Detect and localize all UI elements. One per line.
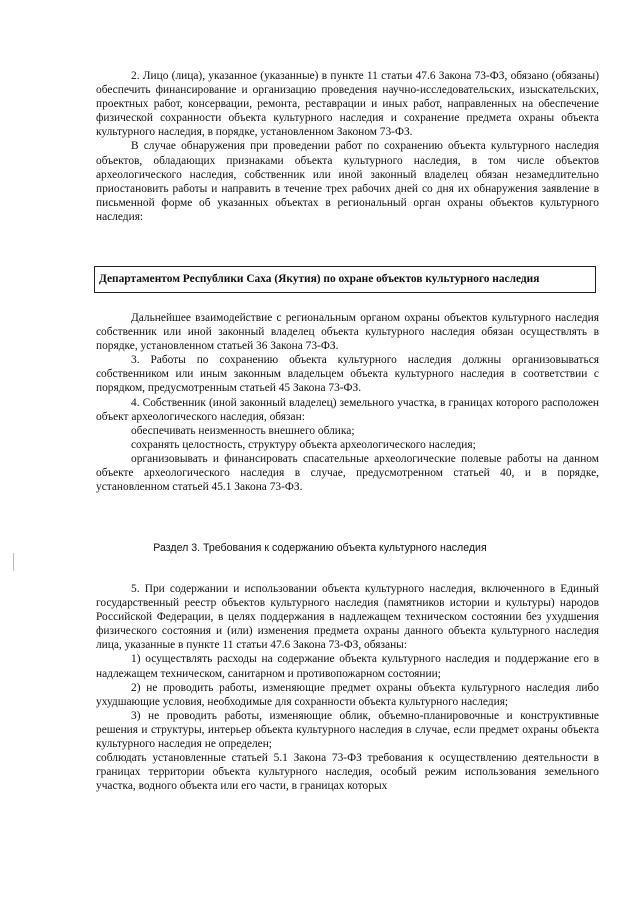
- top-text-block: [96, 69, 599, 224]
- paragraph-compliance: соблюдать установленные статьей 5.1 Закона 73-ФЗ требования к осуществлению деятельности в границах территории объекта культурного наследия, особый режим использования земельного участка, водного объекта или его части, в границах которых: [96, 752, 599, 793]
- paragraph-further-interaction: Дальнейшее взаимодействие с региональным органом охраны объектов культурного наследия собственник или иной законный владелец объекта культурного наследия обязан осуществлять в порядке, установленном статьей 36 Закона 73-ФЗ.: [96, 312, 599, 353]
- bottom-text-block: [96, 582, 599, 793]
- scan-edge-mark: [13, 553, 14, 571]
- paragraph-item-5: 5. При содержании и использовании объекта культурного наследия, включенного в Единый государственный реестр объектов культурного наследия (памятников истории и культуры) народов Российской Федерации, в целях поддержания в надлежащем техническом состоянии без ухудшения физического состояния и (или) изменения предмета охраны данного объекта культурного наследия лица, указанные в пункте 11 статьи 47.6 Закона 73-ФЗ, обязаны:: [96, 583, 599, 652]
- paragraph-subitem-2: 2) не проводить работы, изменяющие предмет охраны объекта культурного наследия либо ухудшающие условия, необходимые для сохранности объекта культурного наследия;: [96, 681, 599, 708]
- paragraph-obligation-integrity: сохранять целостность, структуру объекта археологического наследия;: [131, 438, 476, 451]
- paragraph-obligation-appearance: обеспечивать неизменность внешнего облика;: [131, 424, 355, 437]
- middle-text-block: [96, 311, 599, 494]
- paragraph-subitem-3: 3) не проводить работы, изменяющие облик, объемно-планировочные и конструктивные решения и структуры, интерьер объекта культурного наследия в случае, если предмет охраны объекта культурного наследия не определен;: [96, 709, 599, 751]
- paragraph-item-3: 3. Работы по сохранению объекта культурного наследия должны организовываться собственником или иным законным владельцем объекта культурного наследия в соответствии с порядком, предусмотренным статьей 45 Закона 73-ФЗ.: [96, 354, 599, 395]
- section-3-title: Раздел 3. Требования к содержанию объекта культурного наследия: [153, 542, 487, 554]
- paragraph-obligation-rescue-works: организовывать и финансировать спасательные археологические полевые работы на данном объекте археологического наследия в случае, предусмотренном статьей 40, и в порядке, установленном статьей 45.1 Закона 73-ФЗ.: [96, 452, 599, 494]
- paragraph-subitem-1: 1) осуществлять расходы на содержание объекта культурного наследия и поддержание его в надлежащем техническом, санитарном и противопожарном состоянии;: [96, 653, 599, 680]
- authority-name-box: Департаментом Республики Саха (Якутия) по охране объектов культурного наследия: [94, 266, 596, 293]
- paragraph-heritage-discovery: В случае обнаружения при проведении работ по сохранению объекта культурного наследия объектов, обладающих признаками объекта культурного наследия, в том числе объектов археологического наследия, собственник или иной законный владелец обязан незамедлительно приостановить работы и направить в течение трех рабочих дней со дня их обнаружения заявление в письменной форме об указанных объектах в региональный орган охраны объектов культурного наследия:: [96, 140, 599, 223]
- paragraph-item-2: 2. Лицо (лица), указанное (указанные) в пункте 11 статьи 47.6 Закона 73-ФЗ, обязано (обязаны) обеспечить финансирование и организацию проведения научно-исследовательских, изыскательских, проектных работ, консервации, ремонта, реставрации и иных работ, направленных на обеспечение физической сохранности объекта культурного наследия и сохранение предмета охраны объекта культурного наследия, в порядке, установленном Законом 73-ФЗ.: [96, 70, 599, 139]
- paragraph-item-4: 4. Собственник (иной законный владелец) земельного участка, в границах которого расположен объект археологического наследия, обязан:: [96, 396, 599, 423]
